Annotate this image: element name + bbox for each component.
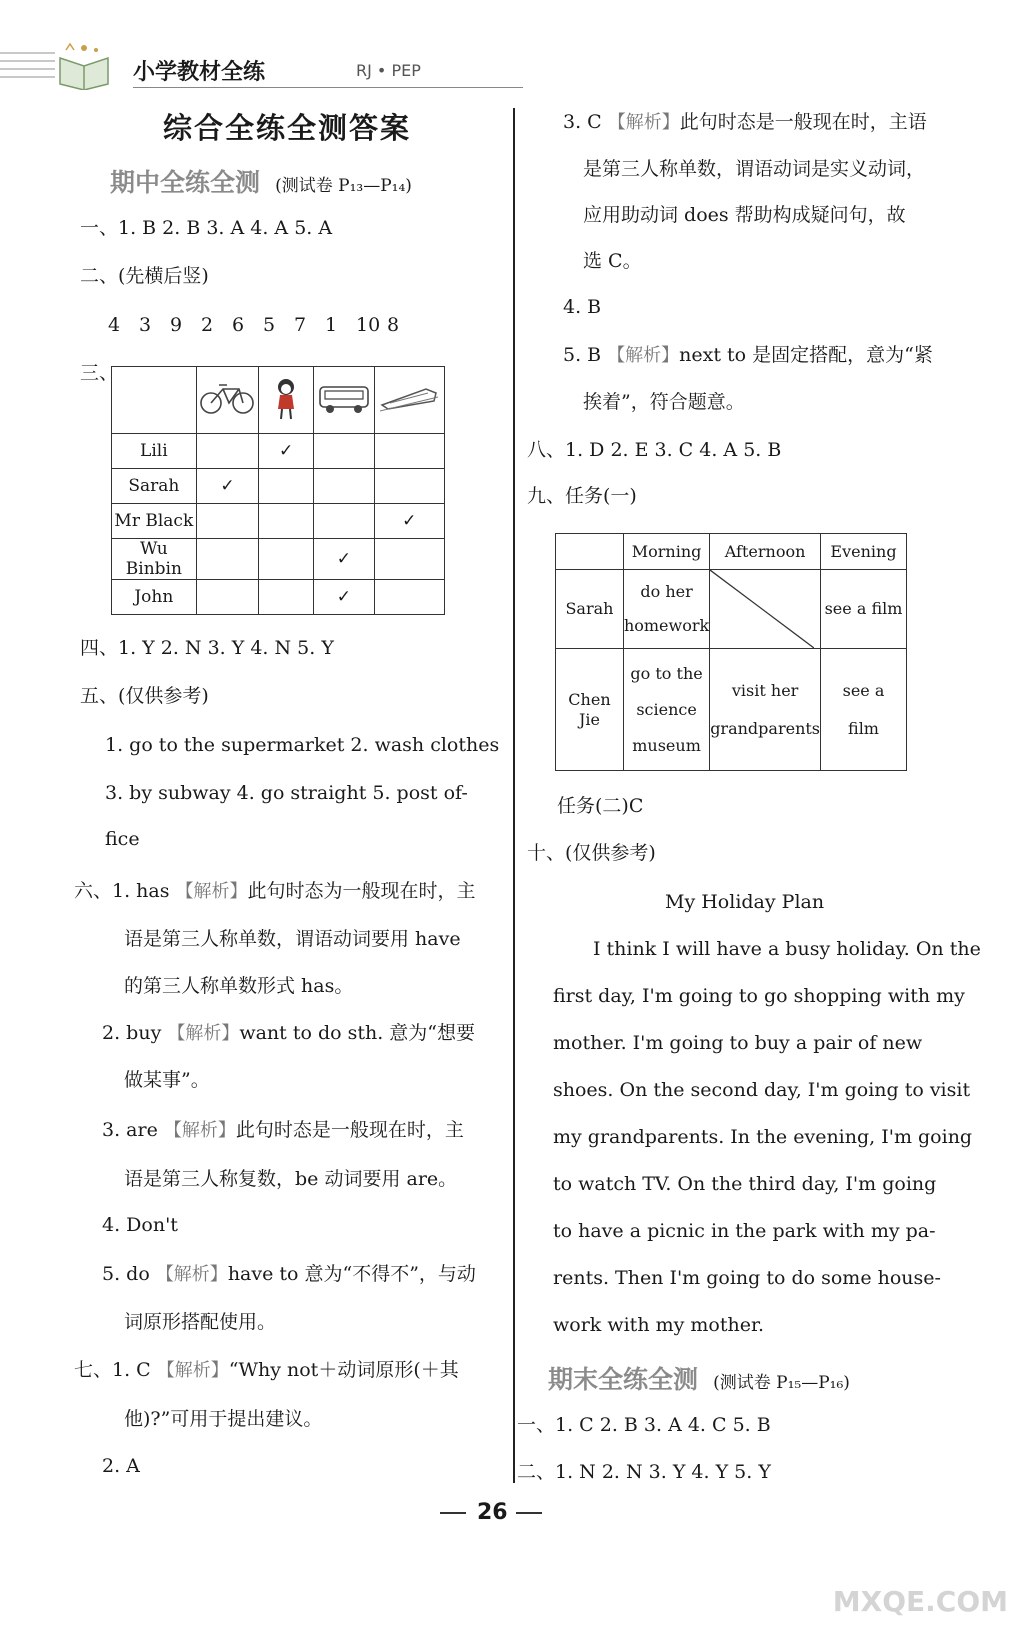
final-part1: 一、1. C 2. B 3. A 4. C 5. B xyxy=(517,1414,771,1436)
table-corner xyxy=(112,367,197,434)
final-heading xyxy=(548,1360,850,1396)
page-number-dash xyxy=(440,1512,466,1514)
transport-table xyxy=(111,366,445,615)
header-afternoon: Afternoon xyxy=(710,534,821,570)
midterm-part1: 一、1. B 2. B 3. A 4. A 5. A xyxy=(80,217,333,239)
task-table xyxy=(555,533,907,771)
table-row: Sarah do her homework see a film xyxy=(556,570,907,649)
midterm-part5-line1: 1. go to the supermarket 2. wash clothes xyxy=(105,734,500,756)
table-row: John ✓ xyxy=(112,580,445,615)
final-part2: 二、1. N 2. N 3. Y 4. Y 5. Y xyxy=(517,1461,771,1483)
midterm-part5-label: 五、(仅供参考) xyxy=(80,685,209,707)
book-logo-icon xyxy=(56,40,112,90)
header-rule xyxy=(133,87,523,88)
page-number: 26 xyxy=(477,1500,508,1525)
watermark: MXQE.COM xyxy=(832,1585,1008,1618)
midterm-part7-line: 七、1. C 【解析】“Why not＋动词原形(＋其 xyxy=(74,1359,459,1381)
table-row: Mr Black ✓ xyxy=(112,504,445,539)
midterm-part3-label: 三、 xyxy=(80,362,119,384)
midterm-part6-line: 词原形搭配使用。 xyxy=(124,1311,277,1333)
midterm-part5-line3: fice xyxy=(105,828,140,850)
girl-walking-icon xyxy=(259,367,314,434)
header-title: 小学教材全练 xyxy=(133,60,266,85)
midterm-note: (测试卷 P₁₃—P₁₄) xyxy=(275,176,412,196)
midterm-title: 期中全练全测 xyxy=(110,168,261,197)
midterm-part6-line: 的第三人称单数形式 has。 xyxy=(124,975,354,997)
midterm-part2-numbers: 4 3 9 2 6 5 7 1 10 8 xyxy=(108,314,400,336)
table-row: Sarah ✓ xyxy=(112,469,445,504)
task-table-corner xyxy=(556,534,624,570)
header-evening: Evening xyxy=(821,534,907,570)
final-title: 期末全练全测 xyxy=(548,1365,699,1394)
midterm-part10-label: 十、(仅供参考) xyxy=(527,842,656,864)
midterm-part2-label: 二、(先横后竖) xyxy=(80,265,209,287)
midterm-part7-line: 选 C。 xyxy=(583,250,642,272)
essay-line: shoes. On the second day, I'm going to visit xyxy=(553,1079,971,1101)
midterm-part7-line: 挨着”，符合题意。 xyxy=(583,391,745,413)
midterm-part8: 八、1. D 2. E 3. C 4. A 5. B xyxy=(527,439,782,461)
final-note: (测试卷 P₁₅—P₁₆) xyxy=(713,1373,850,1393)
midterm-part6-line: 4. Don't xyxy=(102,1214,178,1236)
table-row: Lili ✓ xyxy=(112,434,445,469)
essay-line: to have a picnic in the park with my pa- xyxy=(553,1220,936,1242)
essay-line: work with my mother. xyxy=(553,1314,764,1336)
midterm-part7-line: 应用助动词 does 帮助构成疑问句，故 xyxy=(583,204,906,226)
essay-line: first day, I'm going to go shopping with my xyxy=(553,985,965,1007)
midterm-part7-line: 5. B 【解析】next to 是固定搭配，意为“紧 xyxy=(563,344,933,366)
midterm-part6-line: 语是第三人称单数，谓语动词要用 have xyxy=(124,928,461,950)
midterm-part7-line: 2. A xyxy=(102,1455,140,1477)
midterm-part6-line: 做某事”。 xyxy=(124,1069,210,1091)
page-title: 综合全练全测答案 xyxy=(163,111,412,145)
column-divider xyxy=(513,108,515,1483)
midterm-task2: 任务(二)C xyxy=(557,795,644,817)
header-morning: Morning xyxy=(623,534,709,570)
midterm-part4: 四、1. Y 2. N 3. Y 4. N 5. Y xyxy=(80,637,334,659)
midterm-part9-label: 九、任务(一) xyxy=(527,485,637,507)
essay-line: to watch TV. On the third day, I'm going xyxy=(553,1173,937,1195)
empty-slash-cell xyxy=(710,570,821,649)
midterm-part6-line: 3. are 【解析】此句时态是一般现在时，主 xyxy=(102,1119,464,1141)
table-row: Chen Jie go to the science museum visit her grandparents see a film xyxy=(556,649,907,771)
midterm-part6-line: 六、1. has 【解析】此句时态为一般现在时，主 xyxy=(74,880,476,902)
midterm-part6-line: 2. buy 【解析】want to do sth. 意为“想要 xyxy=(102,1022,476,1044)
midterm-part6-line: 5. do 【解析】have to 意为“不得不”，与动 xyxy=(102,1263,476,1285)
essay-line: I think I will have a busy holiday. On the xyxy=(593,938,981,960)
header-subtitle: RJ • PEP xyxy=(356,61,421,80)
midterm-part5-line2: 3. by subway 4. go straight 5. post of- xyxy=(105,782,468,804)
table-row: Wu Binbin ✓ xyxy=(112,539,445,580)
essay-line: rents. Then I'm going to do some house- xyxy=(553,1267,941,1289)
midterm-part7-line: 4. B xyxy=(563,296,602,318)
bicycle-icon xyxy=(196,367,259,434)
midterm-part7-line: 他)?”可用于提出建议。 xyxy=(124,1408,323,1430)
essay-line: mother. I'm going to buy a pair of new xyxy=(553,1032,923,1054)
midterm-part7-line: 3. C 【解析】此句时态是一般现在时，主语 xyxy=(563,111,927,133)
midterm-part6-line: 语是第三人称复数，be 动词要用 are。 xyxy=(124,1168,458,1190)
bus-icon xyxy=(314,367,375,434)
midterm-heading xyxy=(110,163,412,199)
essay-title: My Holiday Plan xyxy=(665,891,825,913)
train-icon xyxy=(374,367,444,434)
page-number-dash xyxy=(516,1512,542,1514)
essay-line: my grandparents. In the evening, I'm going xyxy=(553,1126,973,1148)
midterm-part7-line: 是第三人称单数，谓语动词是实义动词， xyxy=(583,158,926,180)
